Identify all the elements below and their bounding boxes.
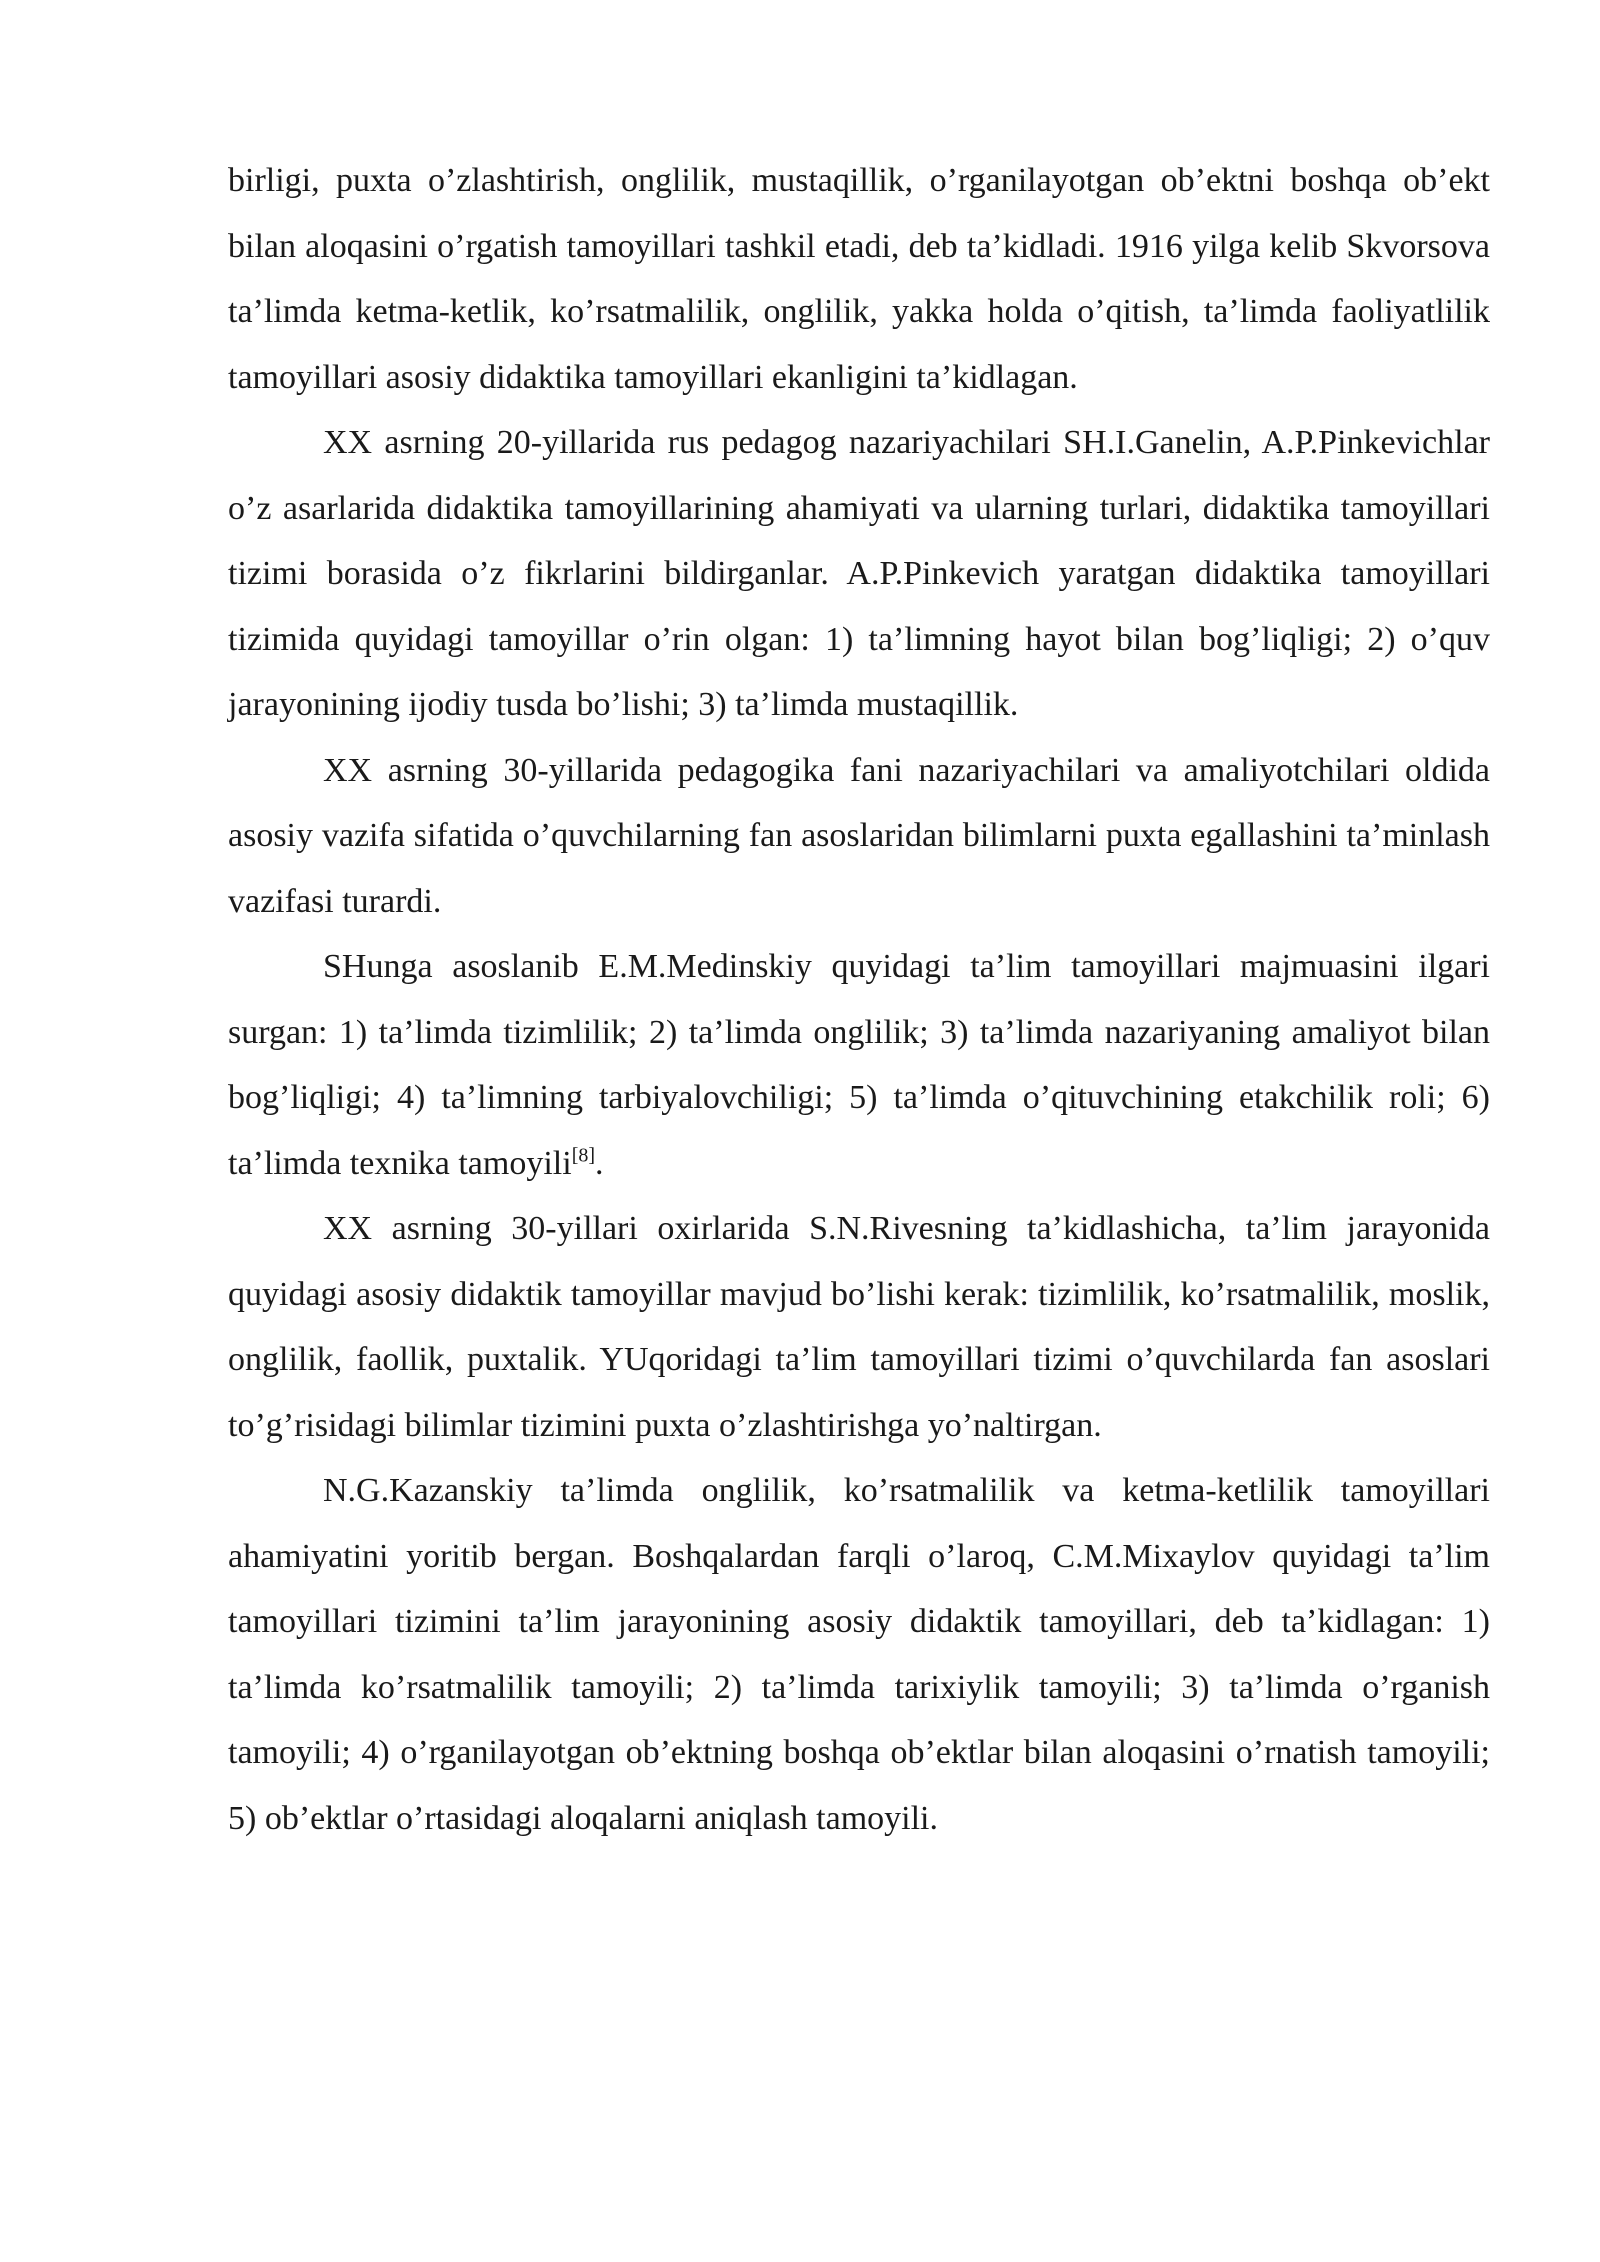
document-page — [228, 148, 1490, 1851]
paragraph-5: XX asrning 30-yillari oxirlarida S.N.Rivesning ta’kidlashicha, ta’lim jarayonida quyidagi asosiy didaktik tamoyillar mavjud bo’lishi kerak: tizimlilik, ko’rsatmalilik, moslik, onglilik, faollik, puxtalik. YUqoridagi ta’lim tamoyillari tizimi o’quvchilarda fan asoslari to’g’risidagi bilimlar tizimini puxta o’zlashtirishga yo’naltirgan. — [228, 1210, 1490, 1444]
paragraph-4-end: . — [595, 1144, 604, 1182]
footnote-reference[interactable]: [8] — [571, 1144, 596, 1167]
paragraph-4-text: SHunga asoslanib E.M.Medinskiy quyidagi ta’lim tamoyillari majmuasini ilgari surgan: 1) ta’limda tizimlilik; 2) ta’limda onglilik; 3) ta’limda nazariyaning amaliyot bilan bog’liqligi; 4) ta’limning tarbiyalovchiligi; 5) ta’limda o’qituvchining etakchilik roli; 6) ta’limda texnika tamoyili — [228, 948, 1490, 1182]
paragraph-2: XX asrning 20-yillarida rus pedagog nazariyachilari SH.I.Ganelin, A.P.Pinkevichlar o’z asarlarida didaktika tamoyillarining ahamiyati va ularning turlari, didaktika tamoyillari tizimi borasida o’z fikrlarini bildirganlar. A.P.Pinkevich yaratgan didaktika tamoyillari tizimida quyidagi tamoyillar o’rin olgan: 1) ta’limning hayot bilan bog’liqligi; 2) o’quv jarayonining ijodiy tusda bo’lishi; 3) ta’limda mustaqillik. — [228, 424, 1490, 723]
paragraph-1: birligi, puxta o’zlashtirish, onglilik, mustaqillik, o’rganilayotgan ob’ektni boshqa ob’ekt bilan aloqasini o’rgatish tamoyillari tashkil etadi, deb ta’kidladi. 1916 yilga kelib Skvorsova ta’limda ketma-ketlik, ko’rsatmalilik, onglilik, yakka holda o’qitish, ta’limda faoliyatlilik tamoyillari asosiy didaktika tamoyillari ekanligini ta’kidlagan. — [228, 162, 1490, 396]
paragraph-3: XX asrning 30-yillarida pedagogika fani nazariyachilari va amaliyotchilari oldida asosiy vazifa sifatida o’quvchilarning fan asoslaridan bilimlarni puxta egallashini ta’minlash vazifasi turardi. — [228, 751, 1490, 920]
paragraph-6: N.G.Kazanskiy ta’limda onglilik, ko’rsatmalilik va ketma-ketlilik tamoyillari ahamiyatini yoritib bergan. Boshqalardan farqli o’laroq, C.M.Mixaylov quyidagi ta’lim tamoyillari tizimini ta’lim jarayonining asosiy didaktik tamoyillari, deb ta’kidlagan: 1) ta’limda ko’rsatmalilik tamoyili; 2) ta’limda tarixiylik tamoyili; 3) ta’limda o’rganish tamoyili; 4) o’rganilayotgan ob’ektning boshqa ob’ektlar bilan aloqasini o’rnatish tamoyili; 5) ob’ektlar o’rtasidagi aloqalarni aniqlash tamoyili. — [228, 1472, 1490, 1837]
paragraph-4 — [228, 934, 1490, 1196]
